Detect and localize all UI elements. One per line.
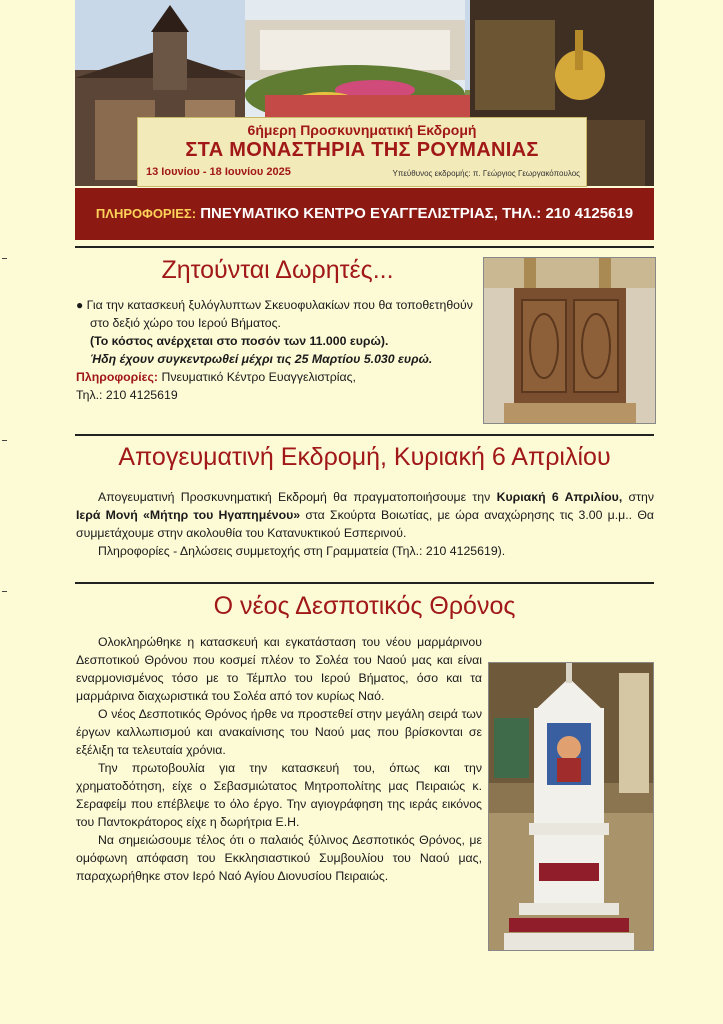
throne-paragraph-3: Την πρωτοβουλία για την κατασκευή του, όπως και την χρηματοδότηση, είχε ο Σεβασμιώτατος Μητροπολίτης μας Πειραιώς κ. Σεραφείμ που επέβλεψε το όλο έργο. Την αγιογράφηση της ιεράς εικόνος του Παντοκράτορος είχε η δωρήτρια Ε.Η. bbox=[76, 761, 482, 829]
donors-info: Πληροφορίες: Πνευματικό Κέντρο Ευαγγελιστρίας, bbox=[76, 370, 356, 384]
margin-mark bbox=[2, 440, 7, 441]
trip-title: ΣΤΑ ΜΟΝΑΣΤΗΡΙΑ ΤΗΣ ΡΟΥΜΑΝΙΑΣ bbox=[185, 139, 539, 161]
sacristy-cabinet-photo bbox=[483, 257, 656, 424]
margin-mark bbox=[2, 591, 7, 592]
margin-mark bbox=[2, 258, 7, 259]
donors-heading: Ζητούνται Δωρητές... bbox=[161, 256, 394, 284]
bullet-icon: ● bbox=[76, 298, 87, 312]
info-text: ΠΝΕΥΜΑΤΙΚΟ ΚΕΝΤΡΟ ΕΥΑΓΓΕΛΙΣΤΡΙΑΣ, ΤΗΛ.: 210 4125619 bbox=[200, 205, 634, 222]
section-divider bbox=[75, 246, 654, 248]
trip-banner bbox=[75, 0, 654, 242]
excursion-text bbox=[76, 488, 654, 560]
banner-title-box bbox=[137, 117, 587, 187]
throne-text bbox=[76, 633, 654, 951]
throne-paragraph-1: Ολοκληρώθηκε η κατασκευή και εγκατάσταση του νέου μαρμάρινου Δεσποτικού Θρόνου που κοσμεί πλέον το Σολέα του Ναού μας και είναι εναρμονισμένος τόσο με το Τέμπλο του Ιερού Βήματος, όσο και τα μαρμάρινα διαχωριστικά του Σολέα από τον κυρίως Ναό. bbox=[76, 635, 482, 703]
donors-text bbox=[76, 296, 481, 404]
banner-info-bar bbox=[75, 188, 654, 240]
throne-illustration bbox=[489, 663, 653, 950]
donors-collected: Ήδη έχουν συγκεντρωθεί μέχρι τις 25 Μαρτίου 5.030 ευρώ. bbox=[90, 352, 433, 366]
trip-dates: 13 Ιουνίου - 18 Ιουνίου 2025 bbox=[146, 166, 291, 178]
trip-subtitle: 6ήμερη Προσκυνηματική Εκδρομή bbox=[247, 122, 477, 138]
excursion-heading: Απογευματινή Εκδρομή, Κυριακή 6 Απριλίου bbox=[118, 443, 611, 471]
info-label: ΠΛΗΡΟΦΟΡΙΕΣ: bbox=[95, 206, 197, 221]
cabinet-illustration bbox=[484, 258, 655, 423]
excursion-info: Πληροφορίες - Δηλώσεις συμμετοχής στη Γραμματεία (Τηλ.: 210 4125619). bbox=[98, 544, 506, 558]
section-divider bbox=[75, 582, 654, 584]
throne-paragraph-2: Ο νέος Δεσποτικός Θρόνος ήρθε να προστεθεί στην μεγάλη σειρά των έργων καλλωπισμού και ανακαίνισης του Ναού μας που βρίσκονται σε εξέλιξη τα τελευταία χρόνια. bbox=[76, 707, 482, 757]
donors-bullet: ● Για την κατασκευή ξυλόγλυπτων Σκευοφυλακίων που θα τοποθετηθούν στο δεξιό χώρο του Ιερού Βήματος. bbox=[76, 298, 473, 330]
donors-cost: (Το κόστος ανέρχεται στο ποσόν των 11.000 ευρώ). bbox=[90, 334, 389, 348]
throne-paragraph-4: Να σημειώσουμε τέλος ότι ο παλαιός ξύλινος Δεσποτικός Θρόνος, με ομόφωνη απόφαση του Εκκλησιαστικού Συμβουλίου του Ναού μας, παραχωρήθηκε στον Ιερό Ναό Αγίου Διονυσίου Πειραιώς. bbox=[76, 833, 482, 883]
section-divider bbox=[75, 434, 654, 436]
throne-heading: Ο νέος Δεσποτικός Θρόνος bbox=[213, 592, 516, 620]
trip-leader: Υπεύθυνος εκδρομής: π. Γεώργιος Γεωργακόπουλος bbox=[392, 169, 580, 178]
donors-phone: Τηλ.: 210 4125619 bbox=[76, 388, 178, 402]
excursion-paragraph: Απογευματινή Προσκυνηματική Εκδρομή θα πραγματοποιήσουμε την Κυριακή 6 Απριλίου, στην Ιερά Μονή «Μήτηρ του Ηγαπημένου» στα Σκούρτα Βοιωτίας, με ώρα αναχώρησης τις 3.00 μ.μ.. Θα συμμετάχουμε στην ακολουθία του Κατανυκτικού Εσπερινού. bbox=[76, 490, 654, 540]
bishop-throne-photo bbox=[488, 662, 654, 951]
